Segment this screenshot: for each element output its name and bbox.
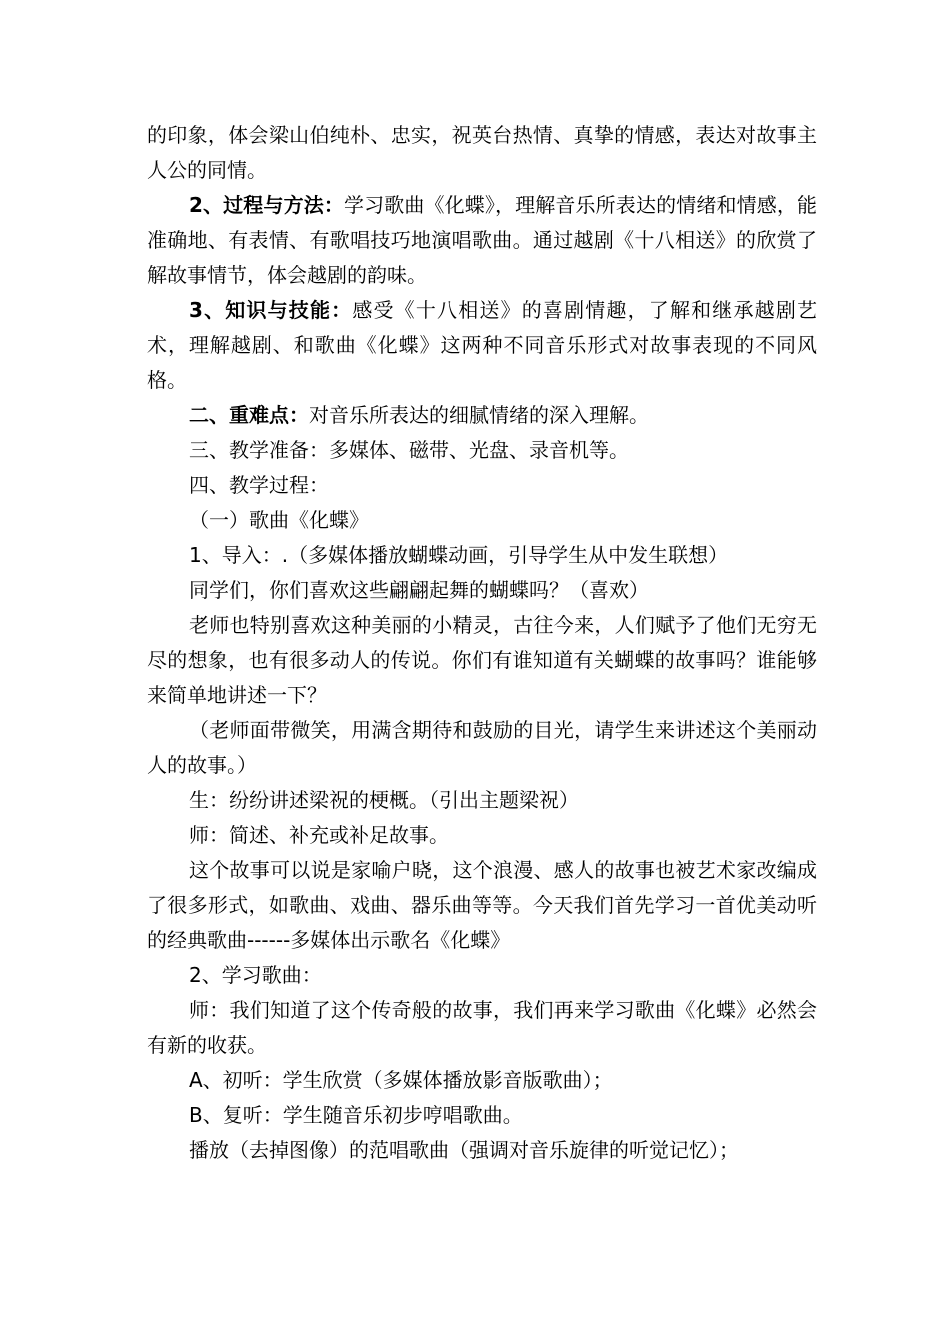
paragraph-text: B、复听：学生随音乐初步哼唱歌曲。 [189, 1103, 523, 1127]
paragraph-text: 四、教学过程： [189, 473, 329, 497]
paragraph [147, 1133, 817, 1168]
paragraph-label: 二、重难点： [189, 403, 309, 427]
paragraph [147, 468, 817, 503]
paragraph [147, 188, 817, 293]
paragraph [147, 608, 817, 713]
paragraph-text: 感受《十八相送》的喜剧情趣，了解和继承越剧艺术，理解越剧、和歌曲《化蝶》这两种不同音乐形式对故事表现的不同风格。 [147, 298, 818, 392]
paragraph-text: 对音乐所表达的细腻情绪的深入理解。 [309, 403, 649, 427]
paragraph-label: 3、知识与技能： [189, 298, 353, 322]
paragraph [147, 503, 817, 538]
paragraph-label: 2、过程与方法： [189, 193, 344, 217]
paragraph-text: 1、导入：.（多媒体播放蝴蝶动画，引导学生从中发生联想） [189, 543, 729, 567]
paragraph-text: 学习歌曲《化蝶》，理解音乐所表达的情绪和情感，能准确地、有表情、有歌唱技巧地演唱歌曲。通过越剧《十八相送》的欣赏了解故事情节，体会越剧的韵味。 [147, 193, 817, 287]
paragraph-text: 的印象，体会梁山伯纯朴、忠实，祝英台热情、真挚的情感，表达对故事主人公的同情。 [147, 123, 817, 182]
paragraph [147, 713, 817, 783]
paragraph-text: 老师也特别喜欢这种美丽的小精灵，古往今来，人们赋予了他们无穷无尽的想象，也有很多动人的传说。你们有谁知道有关蝴蝶的故事吗？谁能够来简单地讲述一下？ [147, 613, 817, 707]
paragraph-text: 生：纷纷讲述梁祝的梗概。（引出主题梁祝） [189, 788, 579, 812]
paragraph [147, 783, 817, 818]
paragraph [147, 993, 817, 1063]
paragraph-text: 同学们，你们喜欢这些翩翩起舞的蝴蝶吗？（喜欢） [189, 578, 649, 602]
paragraph-text: 这个故事可以说是家喻户晓，这个浪漫、感人的故事也被艺术家改编成了很多形式，如歌曲、戏曲、器乐曲等等。今天我们首先学习一首优美动听的经典歌曲------多媒体出示歌名《化蝶》 [147, 858, 817, 952]
paragraph [147, 433, 817, 468]
paragraph [147, 1063, 817, 1098]
paragraph-text: 师：我们知道了这个传奇般的故事，我们再来学习歌曲《化蝶》必然会有新的收获。 [147, 998, 817, 1057]
paragraph [147, 398, 817, 433]
paragraph [147, 293, 817, 398]
paragraph-text: A、初听：学生欣赏（多媒体播放影音版歌曲）； [189, 1068, 613, 1092]
paragraph [147, 958, 817, 993]
paragraph [147, 853, 817, 958]
paragraph-text: 师：简述、补充或补足故事。 [189, 823, 449, 847]
paragraph-text: （老师面带微笑，用满含期待和鼓励的目光，请学生来讲述这个美丽动人的故事。） [147, 718, 817, 777]
paragraph [147, 573, 817, 608]
paragraph [147, 818, 817, 853]
paragraph-text: 播放（去掉图像）的范唱歌曲（强调对音乐旋律的听觉记忆）； [189, 1138, 739, 1162]
document-body [147, 118, 817, 1168]
paragraph-text: 2、学习歌曲： [189, 963, 322, 987]
paragraph-text: 三、教学准备：多媒体、磁带、光盘、录音机等。 [189, 438, 629, 462]
paragraph-text: （一）歌曲《化蝶》 [189, 508, 369, 532]
paragraph [147, 1098, 817, 1133]
paragraph [147, 118, 817, 188]
paragraph [147, 538, 817, 573]
